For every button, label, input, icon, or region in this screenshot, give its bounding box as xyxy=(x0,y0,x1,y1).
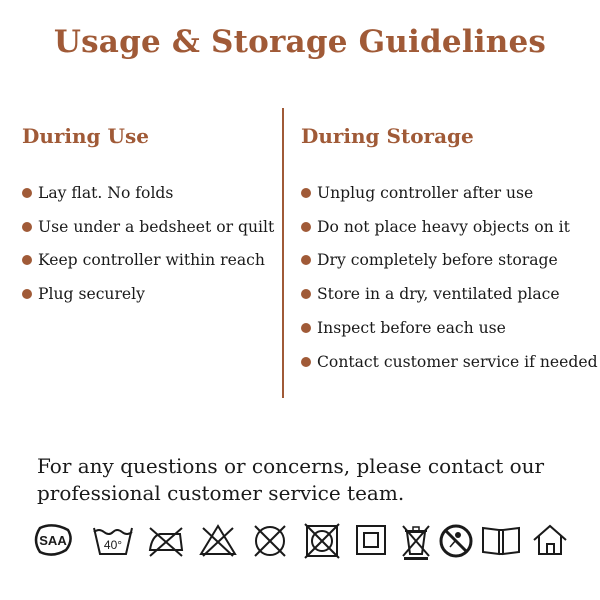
do-not-tumble-dry-icon xyxy=(250,520,290,560)
saa-certification-icon xyxy=(32,520,74,560)
care-icons-row xyxy=(32,520,572,560)
wash-40-icon xyxy=(92,520,134,560)
bullet-dot xyxy=(22,188,32,198)
list-item-text: Use under a bedsheet or quilt xyxy=(38,217,275,236)
square-symbol-icon xyxy=(352,520,392,560)
weee-bin-icon xyxy=(398,520,434,560)
bullet-dot xyxy=(301,289,311,299)
list-item-text: Dry completely before storage xyxy=(317,251,558,270)
during-use-heading: During Use xyxy=(22,124,149,148)
no-pins-icon xyxy=(436,520,476,560)
do-not-bleach-icon xyxy=(198,520,238,560)
bullet-dot xyxy=(301,188,311,198)
list-item xyxy=(301,311,598,345)
during-use-list xyxy=(22,176,274,311)
list-item-text: Store in a dry, ventilated place xyxy=(317,285,560,304)
read-manual-icon xyxy=(480,520,522,560)
bullet-dot xyxy=(22,255,32,265)
bullet-dot xyxy=(301,357,311,367)
indoor-use-icon xyxy=(530,520,570,560)
list-item-text: Plug securely xyxy=(38,285,145,304)
bullet-dot xyxy=(301,222,311,232)
list-item-text: Lay flat. No folds xyxy=(38,183,174,202)
do-not-iron-icon xyxy=(146,520,186,560)
list-item xyxy=(301,244,598,278)
page-title: Usage & Storage Guidelines xyxy=(53,24,547,60)
during-storage-section xyxy=(301,124,598,379)
list-item xyxy=(22,277,274,311)
wash-temp-label: 40° xyxy=(103,538,123,552)
list-item-text: Inspect before each use xyxy=(317,319,506,338)
list-item-text: Unplug controller after use xyxy=(317,183,534,202)
bullet-dot xyxy=(301,323,311,333)
contact-message: For any questions or concerns, please contact our professional customer service team. xyxy=(37,454,545,505)
bullet-dot xyxy=(301,255,311,265)
list-item-text: Keep controller within reach xyxy=(38,251,265,270)
list-item xyxy=(301,345,598,379)
list-item-text: Contact customer service if needed xyxy=(317,352,598,371)
during-storage-heading: During Storage xyxy=(301,124,474,148)
column-divider xyxy=(282,108,284,398)
list-item-text: Do not place heavy objects on it xyxy=(317,217,570,236)
bullet-dot xyxy=(22,289,32,299)
list-item xyxy=(22,176,274,210)
during-use-section xyxy=(22,124,274,311)
list-item xyxy=(301,277,598,311)
saa-label: SAA xyxy=(39,533,67,548)
list-item xyxy=(301,176,598,210)
bullet-dot xyxy=(22,222,32,232)
during-storage-list xyxy=(301,176,598,379)
list-item xyxy=(22,210,274,244)
list-item xyxy=(301,210,598,244)
do-not-dry-clean-icon xyxy=(302,520,342,560)
list-item xyxy=(22,244,274,278)
